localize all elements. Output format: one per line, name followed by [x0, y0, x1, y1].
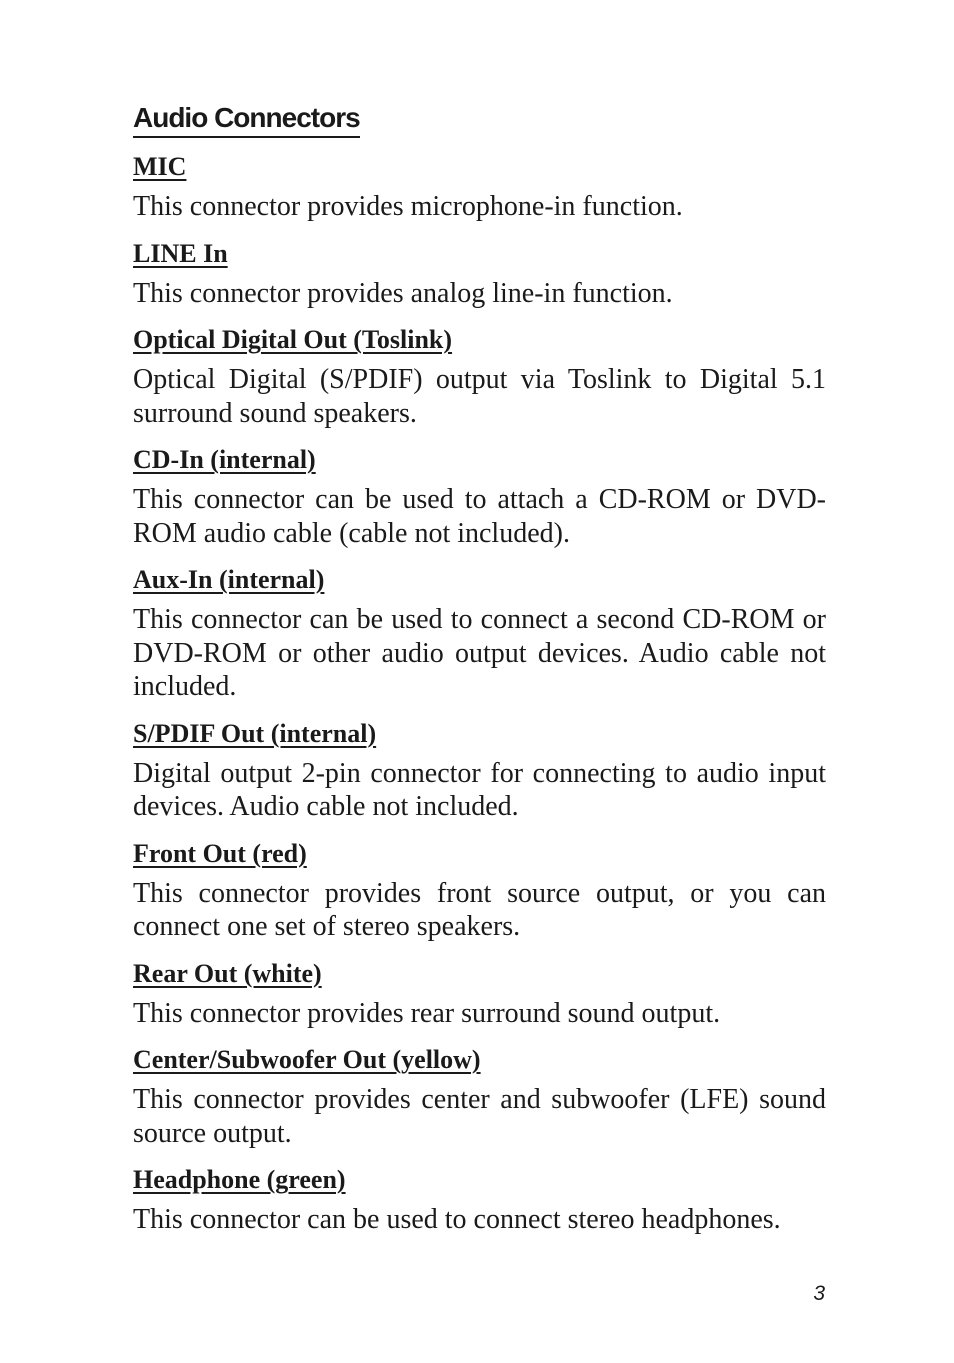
entry-center-subwoofer-out — [133, 1043, 826, 1150]
entry-description: This connector can be used to connect a second CD-ROM or DVD-ROM or other audio output devices. Audio cable not included. — [133, 604, 826, 702]
entry-spdif-out — [133, 717, 826, 824]
entry-title: Headphone (green) — [133, 1165, 346, 1194]
entry-description: Digital output 2-pin connector for connecting to audio input devices. Audio cable not included. — [133, 757, 826, 822]
entry-aux-in — [133, 563, 826, 704]
entry-headphone — [133, 1163, 826, 1237]
entry-title: CD-In (internal) — [133, 445, 316, 474]
entry-title: S/PDIF Out (internal) — [133, 718, 377, 748]
entry-description: Optical Digital (S/PDIF) output via Toslink to Digital 5.1 surround sound speakers. — [133, 364, 826, 429]
entry-title: Center/Subwoofer Out (yellow) — [133, 1045, 481, 1074]
entry-rear-out — [133, 957, 826, 1031]
entry-description: This connector provides rear surround sound output. — [133, 997, 721, 1029]
entry-mic — [133, 150, 826, 224]
entry-description: This connector provides analog line-in function. — [133, 277, 673, 309]
entry-optical-digital-out — [133, 323, 826, 430]
section-title: Audio Connectors — [133, 100, 360, 138]
page-number: 3 — [813, 1282, 825, 1305]
entry-title: Aux-In (internal) — [133, 565, 325, 594]
page-content — [133, 100, 826, 1250]
entry-description: This connector can be used to connect stereo headphones. — [133, 1204, 781, 1235]
entry-title: Front Out (red) — [133, 838, 307, 868]
entry-title: MIC — [133, 152, 187, 181]
entry-description: This connector provides microphone-in function. — [133, 191, 683, 222]
entry-cd-in — [133, 443, 826, 550]
entry-front-out — [133, 837, 826, 944]
entry-description: This connector can be used to attach a CD-ROM or DVD-ROM audio cable (cable not included). — [133, 484, 826, 549]
entry-title: Rear Out (white) — [133, 958, 322, 988]
entry-line-in — [133, 237, 826, 311]
entry-description: This connector provides front source output, or you can connect one set of stereo speakers. — [133, 877, 826, 942]
entry-description: This connector provides center and subwoofer (LFE) sound source output. — [133, 1084, 826, 1149]
entry-title: Optical Digital Out (Toslink) — [133, 325, 453, 354]
entry-title: LINE In — [133, 238, 228, 268]
